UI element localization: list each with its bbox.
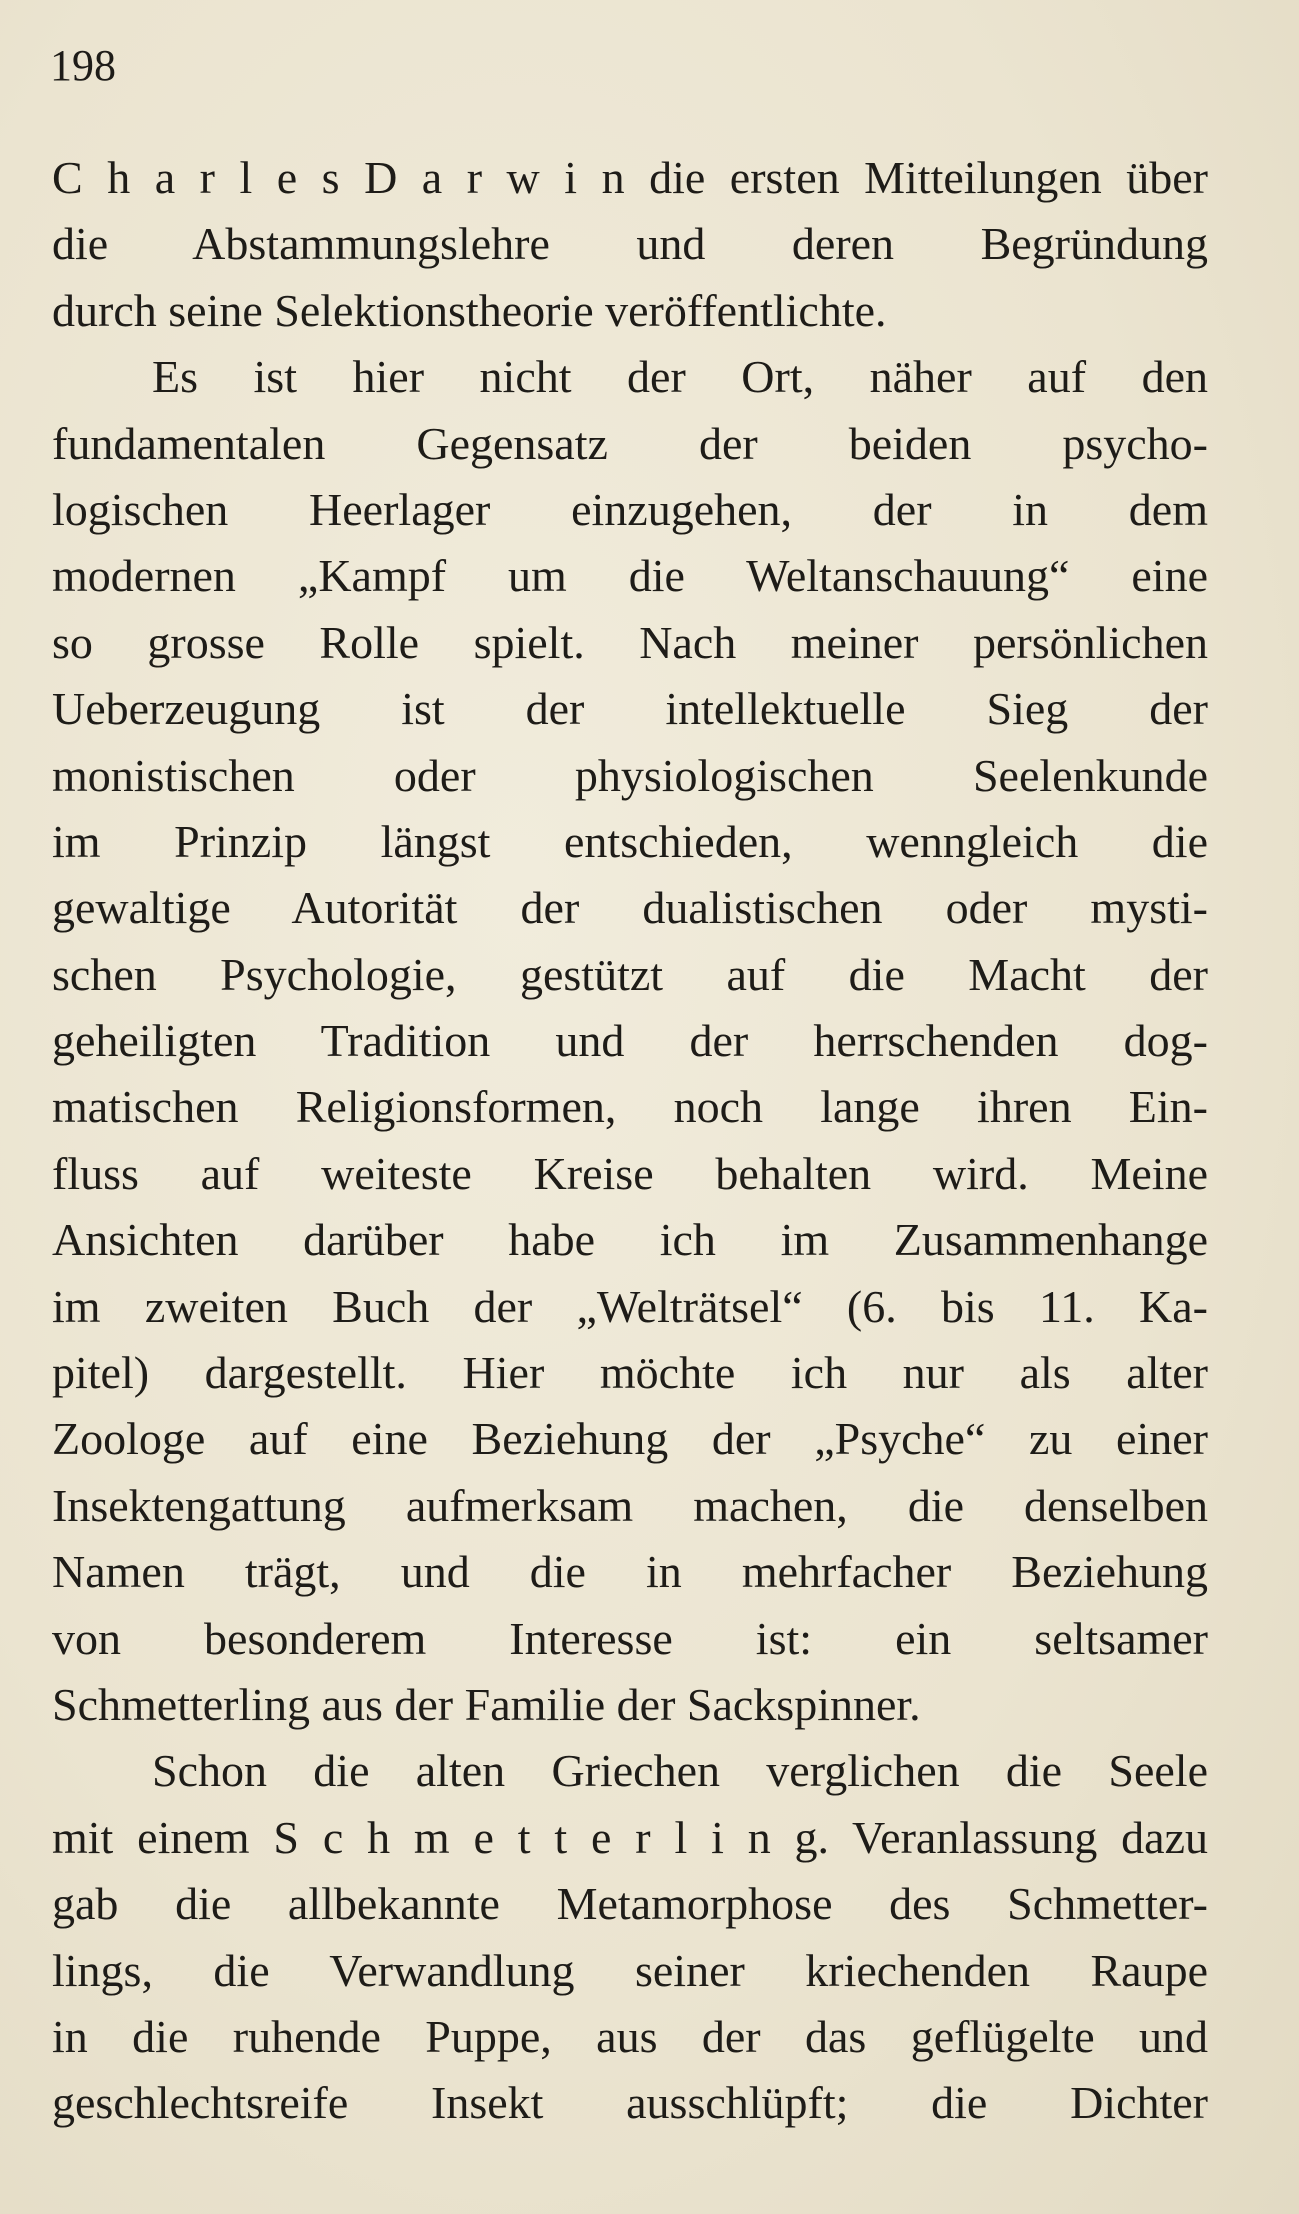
- text-line: Namen trägt, und die in mehrfacher Beziehung: [52, 1546, 1208, 1598]
- text-line: monistischen oder physiologischen Seelenkunde: [52, 749, 1208, 801]
- text-line: mit einem S c h m e t t e r l i n g. Veranlassung dazu: [52, 1811, 1208, 1863]
- text-line: geheiligten Tradition und der herrschenden dog-: [52, 1015, 1208, 1067]
- text-line: schen Psychologie, gestützt auf die Macht der: [52, 948, 1208, 1000]
- body-text: [52, 145, 1208, 2137]
- text-line: gewaltige Autorität der dualistischen oder mysti-: [52, 882, 1208, 934]
- text-line: von besonderem Interesse ist: ein seltsamer: [52, 1612, 1208, 1664]
- text-line: modernen „Kampf um die Weltanschauung“ eine: [52, 550, 1208, 602]
- text-line: geschlechtsreife Insekt ausschlüpft; die Dichter: [52, 2077, 1208, 2129]
- text-line: in die ruhende Puppe, aus der das geflügelte und: [52, 2010, 1208, 2062]
- text-line: fluss auf weiteste Kreise behalten wird. Meine: [52, 1147, 1208, 1199]
- text-line: Ueberzeugung ist der intellektuelle Sieg der: [52, 683, 1208, 735]
- text-line: C h a r l e s D a r w i n die ersten Mitteilungen über: [52, 152, 1208, 203]
- text-line: Insektengattung aufmerksam machen, die denselben: [52, 1479, 1208, 1531]
- text-line: pitel) dargestellt. Hier möchte ich nur als alter: [52, 1347, 1208, 1399]
- text-line: so grosse Rolle spielt. Nach meiner persönlichen: [52, 616, 1208, 668]
- text-line: logischen Heerlager einzugehen, der in dem: [52, 483, 1208, 535]
- text-line: Ansichten darüber habe ich im Zusammenhange: [52, 1214, 1208, 1266]
- text-line: Es ist hier nicht der Ort, näher auf den: [152, 351, 1208, 403]
- text-line: Zoologe auf eine Beziehung der „Psyche“ zu einer: [52, 1413, 1208, 1465]
- text-line: lings, die Verwandlung seiner kriechenden Raupe: [52, 1944, 1208, 1996]
- text-line: matischen Religionsformen, noch lange ihren Ein-: [52, 1081, 1208, 1133]
- text-line: die Abstammungslehre und deren Begründung: [52, 218, 1208, 270]
- text-line: gab die allbekannte Metamorphose des Schmetter-: [52, 1878, 1208, 1930]
- text-line: im zweiten Buch der „Welträtsel“ (6. bis 11. Ka-: [52, 1280, 1208, 1332]
- text-line: fundamentalen Gegensatz der beiden psycho-: [52, 417, 1208, 469]
- page-number: 198: [50, 41, 116, 90]
- text-line: Schon die alten Griechen verglichen die Seele: [152, 1745, 1208, 1797]
- text-line: durch seine Selektionstheorie veröffentlichte.: [52, 284, 887, 336]
- text-line: Schmetterling aus der Familie der Sackspinner.: [52, 1678, 921, 1730]
- text-line: im Prinzip längst entschieden, wenngleich die: [52, 815, 1208, 867]
